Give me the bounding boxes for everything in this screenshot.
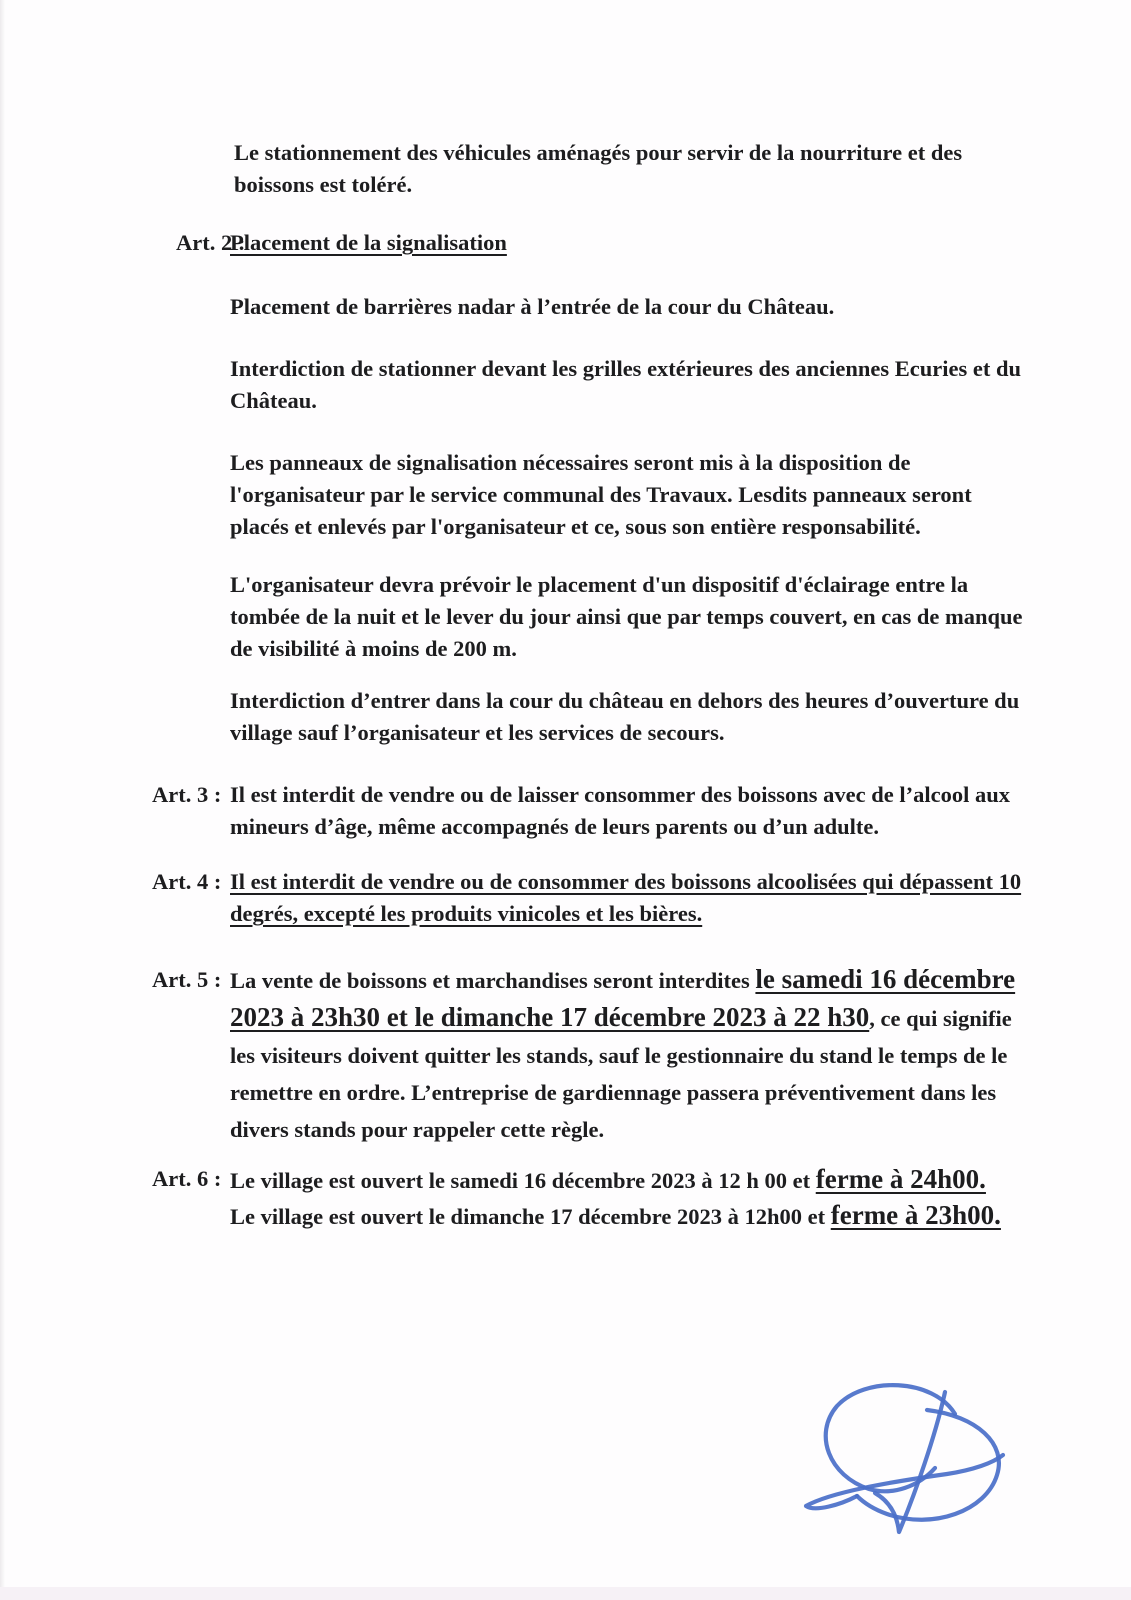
article-2-heading xyxy=(0,227,1026,259)
article-2-paragraph-3: Les panneaux de signalisation nécessaires seront mis à la disposition de l'organisateur par le service communal des Travaux. Lesdits panneaux seront placés et enlevés par l'organisateur et ce, sous son entière responsabilité. xyxy=(230,450,972,539)
article-3 xyxy=(0,779,1026,843)
intro-paragraph: Le stationnement des véhicules aménagés pour servir de la nourriture et des boissons est toléré. xyxy=(234,140,963,197)
article-5-text-after: , ce qui signifie les visiteurs doivent quitter les stands, sauf le gestionnaire du stand le temps de le remettre en ordre. L’entreprise de gardiennage passera préventivement dans les divers stands pour rappeler cette règle. xyxy=(230,1006,1012,1142)
article-2-paragraph-2: Interdiction de stationner devant les grilles extérieures des anciennes Ecuries et du Château. xyxy=(230,356,1021,413)
article-2-label: Art. 2 : xyxy=(176,230,246,255)
article-2-title: Placement de la signalisation xyxy=(230,230,507,255)
article-6-line-2 xyxy=(230,1198,1026,1234)
article-4 xyxy=(0,866,1026,930)
article-5-underlined-dates: le samedi 16 décembre 2023 à 23h30 et le dimanche 17 décembre 2023 à 22 h30 xyxy=(230,964,1016,1032)
article-2-paragraph-1: Placement de barrières nadar à l’entrée de la cour du Château. xyxy=(230,294,835,319)
article-6-line-2-underlined: ferme à 23h00. xyxy=(830,1200,1001,1230)
article-6-line-1-underlined: ferme à 24h00. xyxy=(815,1164,986,1194)
article-5 xyxy=(0,961,1026,1148)
article-2-paragraph-4: L'organisateur devra prévoir le placement d'un dispositif d'éclairage entre la tombée de la nuit et le lever du jour ainsi que par temps couvert, en cas de manque de visibilité à moins de 200 m. xyxy=(230,572,1023,661)
article-6-label: Art. 6 : xyxy=(152,1166,222,1191)
article-4-label: Art. 4 : xyxy=(152,869,222,894)
signature xyxy=(795,1372,1015,1557)
article-6-line-1-text: Le village est ouvert le samedi 16 décembre 2023 à 12 h 00 et xyxy=(230,1168,816,1193)
article-3-text: Il est interdit de vendre ou de laisser consommer des boissons avec de l’alcool aux mineurs d’âge, même accompagnés de leurs parents ou d’un adulte. xyxy=(230,782,1010,839)
article-6 xyxy=(0,1162,1026,1234)
article-4-underlined-text: Il est interdit de vendre ou de consommer des boissons alcoolisées qui dépassent 10 degrés, excepté les produits vinicoles et les bières. xyxy=(230,869,1022,926)
article-6-line-1 xyxy=(230,1162,1026,1198)
article-6-line-2-text: Le village est ouvert le dimanche 17 décembre 2023 à 12h00 et xyxy=(230,1204,831,1229)
article-5-label: Art. 5 : xyxy=(152,967,222,992)
article-2-paragraph-5: Interdiction d’entrer dans la cour du château en dehors des heures d’ouverture du village sauf l’organisateur et les services de secours. xyxy=(230,688,1020,745)
article-5-text-before: La vente de boissons et marchandises seront interdites xyxy=(230,968,756,993)
article-3-label: Art. 3 : xyxy=(152,782,222,807)
